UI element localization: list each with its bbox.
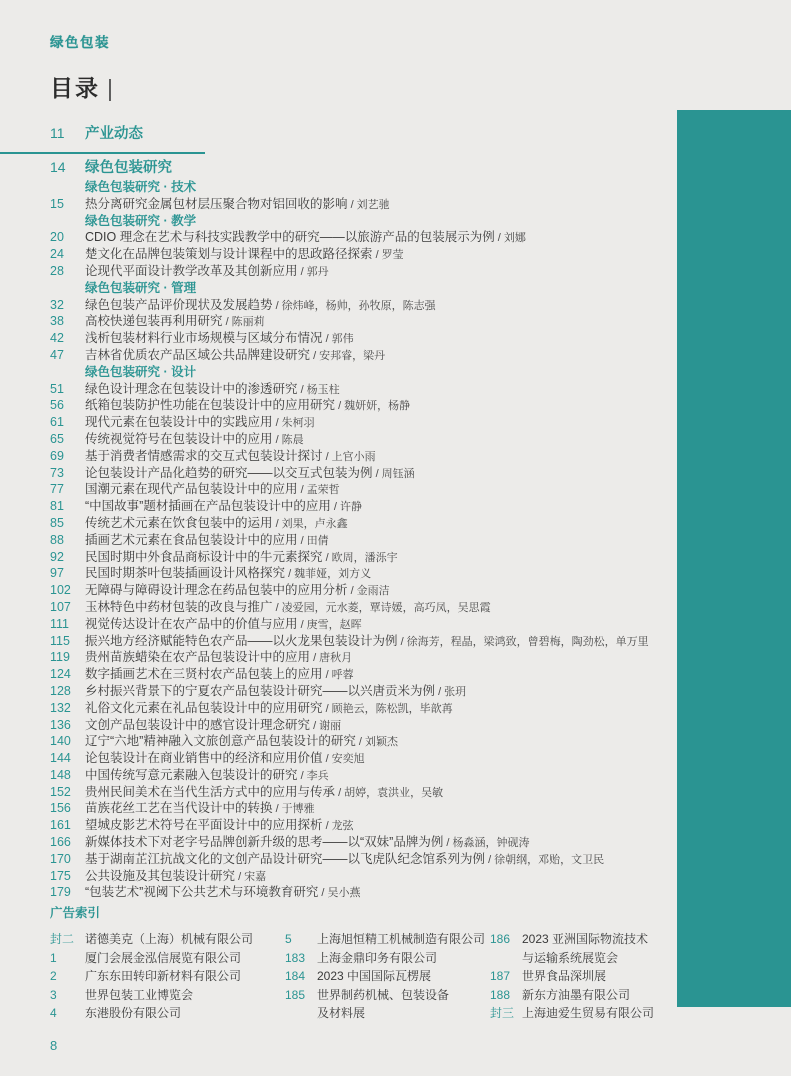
toc-entry-title: 绿色包装研究 · 管理 (85, 280, 197, 295)
toc-article-row[interactable] (50, 832, 649, 849)
toc-entry-title: 吉林省优质农产品区域公共品牌建设研究 / 安邦睿，梁丹 (85, 347, 386, 362)
toc-article-row[interactable] (50, 311, 649, 328)
toc-entry-page-number: 161 (50, 818, 71, 833)
ad-index-item[interactable] (50, 949, 285, 968)
toc-entry-page-number: 166 (50, 835, 71, 850)
toc-entry-authors: / 龙弦 (322, 820, 354, 833)
toc-section-row[interactable] (50, 156, 649, 177)
toc-entry-page-number: 102 (50, 583, 71, 598)
toc-entry-title: “包装艺术”视阈下公共艺术与环境教育研究 / 吴小燕 (85, 885, 361, 900)
toc-article-row[interactable] (50, 513, 649, 530)
toc-entry-title: 插画艺术元素在食品包装设计中的应用 / 田倩 (85, 532, 329, 547)
toc-entry-page-number: 28 (50, 263, 64, 278)
toc-entry-authors: / 张玥 (435, 685, 467, 698)
toc-article-row[interactable] (50, 227, 649, 244)
toc-entry-page-number: 61 (50, 415, 64, 430)
toc-entry-page-number: 38 (50, 314, 64, 329)
toc-entry-title: 贵州民间美术在当代生活方式中的应用与传承 / 胡婷，袁洪业，吴敏 (85, 784, 444, 799)
ad-index-item[interactable] (285, 986, 490, 1023)
toc-entry-title: 纸箱包装防护性功能在包装设计中的应用研究 / 魏妍妍，杨静 (85, 398, 411, 413)
page-title-row (50, 70, 115, 103)
toc-entry-title: 视觉传达设计在农产品中的价值与应用 / 庚雪，赵晖 (85, 616, 362, 631)
toc-entry-title: 望城皮影艺术符号在平面设计中的应用探析 / 龙弦 (85, 818, 354, 833)
toc-entry-title: 新媒体技术下对老字号品牌创新升级的思考——以“双妹”品牌为例 / 杨淼涵，钟砚涛 (85, 835, 530, 850)
toc-entry-page-number: 179 (50, 885, 71, 900)
toc-entry-title: 公共设施及其包装设计研究 / 宋嘉 (85, 868, 267, 883)
ad-index-item[interactable] (50, 967, 285, 986)
ad-item-page-number: 183 (285, 950, 306, 965)
toc-entry-title: “中国故事”题材插画在产品包装设计中的应用 / 许静 (85, 499, 362, 514)
ad-item-name: 上海迪爱生贸易有限公司 (522, 1006, 655, 1021)
toc-article-row[interactable] (50, 580, 649, 597)
toc-subsection-row[interactable] (50, 278, 649, 295)
toc-entry-page-number: 170 (50, 851, 71, 866)
toc-article-row[interactable] (50, 631, 649, 648)
toc-entry-title: 文创产品包装设计中的感官设计理念研究 / 谢丽 (85, 717, 342, 732)
toc-entry-page-number: 148 (50, 767, 71, 782)
ad-item-name: 东港股份有限公司 (85, 1006, 182, 1021)
toc-article-row[interactable] (50, 379, 649, 396)
ad-item-page-number: 188 (490, 987, 511, 1002)
ad-item-page-number: 186 (490, 932, 511, 946)
toc-entry-authors: / 郭伟 (322, 333, 354, 346)
toc-article-row[interactable] (50, 647, 649, 664)
ad-item-name: 2023 中国国际瓦楞展 (317, 969, 432, 984)
ad-item-page-number: 4 (50, 1006, 57, 1021)
ad-index-title: 广告索引 (50, 906, 101, 920)
toc-entry-authors: / 谢丽 (310, 719, 342, 732)
ad-item-name: 世界制药机械、包装设备 及材料展 (317, 987, 450, 1021)
toc-entry-page-number: 14 (50, 159, 66, 175)
toc-entry-authors: / 刘艺驰 (347, 198, 390, 211)
toc-entry-page-number: 128 (50, 683, 71, 698)
toc-article-row[interactable] (50, 849, 649, 866)
toc-entry-page-number: 136 (50, 717, 71, 732)
toc-entry-title: 振兴地方经济赋能特色农产品——以火龙果包装设计为例 / 徐海芳，程晶，梁鸿致，曾碧梅，陶劲松，单万里 (85, 633, 649, 648)
toc-entry-title: 传统艺术元素在饮食包装中的运用 / 刘果，卢永鑫 (85, 515, 348, 530)
toc-entry-title: 苗族花丝工艺在当代设计中的转换 / 于博雅 (85, 801, 315, 816)
toc-entry-authors: / 周钰涵 (372, 467, 415, 480)
toc-entry-authors: / 宋嘉 (235, 870, 267, 883)
toc-entry-authors: / 凌爱园，元水菱，覃诗媛，高巧凤，吴思霞 (272, 601, 491, 614)
toc-article-row[interactable] (50, 882, 649, 899)
ad-item-name: 2023 亚洲国际物流技术 与运输系统展览会 (522, 932, 649, 965)
toc-entry-page-number: 69 (50, 448, 64, 463)
toc-entry-authors: / 陈丽莉 (222, 316, 265, 329)
toc-subsection-row[interactable] (50, 211, 649, 228)
toc-entry-authors: / 罗莹 (372, 249, 404, 262)
toc-article-row[interactable] (50, 496, 649, 513)
toc-entry-authors: / 庚雪，赵晖 (297, 618, 362, 631)
ad-item-page-number: 1 (50, 950, 57, 965)
toc-entry-page-number: 42 (50, 331, 64, 346)
toc-entry-title: 民国时期中外食品商标设计中的牛元素探究 / 欧周，潘泺宇 (85, 549, 398, 564)
toc-entry-authors: / 刘果，卢永鑫 (272, 517, 348, 530)
ad-item-page-number: 3 (50, 987, 57, 1002)
toc-entry-title: 玉林特色中药材包装的改良与推广 / 凌爱园，元水菱，覃诗媛，高巧凤，吴思霞 (85, 599, 491, 614)
toc-entry-authors: / 田倩 (297, 534, 329, 547)
toc-entry-authors: / 徐海芳，程晶，梁鸿致，曾碧梅，陶劲松，单万里 (397, 635, 649, 648)
toc-entry-title: 传统视觉符号在包装设计中的应用 / 陈晨 (85, 431, 304, 446)
ad-index-column (285, 930, 490, 1023)
toc-entry-title: 绿色设计理念在包装设计中的渗透研究 / 杨玉柱 (85, 381, 340, 396)
toc-article-row[interactable] (50, 698, 649, 715)
toc-article-row[interactable] (50, 765, 649, 782)
toc-entry-authors: / 杨淼涵，钟砚涛 (443, 837, 530, 850)
toc-article-row[interactable] (50, 798, 649, 815)
page-title: 目录 (50, 75, 100, 101)
toc-entry-title: 绿色包装研究 · 教学 (85, 213, 197, 228)
ad-index-item[interactable] (50, 986, 285, 1005)
toc-entry-authors: / 徐朝纲，邓贻，文卫民 (485, 853, 605, 866)
folio-page-number: 8 (50, 1038, 58, 1053)
toc-entry-authors: / 魏妍妍，杨静 (335, 400, 411, 413)
toc-entry-title: 无障碍与障碍设计理念在药品包装中的应用分析 / 金雨洁 (85, 583, 390, 598)
toc-entry-authors: / 李兵 (297, 769, 329, 782)
toc-article-row[interactable] (50, 530, 649, 547)
toc-entry-title: 绿色包装研究 (85, 160, 172, 176)
toc-entry-title: 基于消费者情感需求的交互式包装设计探讨 / 上官小雨 (85, 448, 376, 463)
toc-entry-page-number: 73 (50, 465, 64, 480)
ad-item-name: 新东方油墨有限公司 (522, 987, 631, 1002)
toc-entry-authors: / 金雨洁 (347, 585, 390, 598)
toc-entry-page-number: 152 (50, 784, 71, 799)
toc-entry-title: 辽宁“六地”精神融入文旅创意产品包装设计的研究 / 刘颖杰 (85, 734, 398, 749)
toc-article-row[interactable] (50, 664, 649, 681)
toc-entry-title: 国潮元素在现代产品包装设计中的应用 / 孟荣哲 (85, 482, 340, 497)
toc-entry-title: 现代元素在包装设计中的实践应用 / 朱柯羽 (85, 415, 315, 430)
toc-entry-page-number: 97 (50, 566, 64, 581)
toc-subsection-row[interactable] (50, 362, 649, 379)
toc-entry-title: 论包装设计产品化趋势的研究——以交互式包装为例 / 周钰涵 (85, 465, 415, 480)
magazine-logo: 绿色包装 (50, 35, 110, 50)
toc-entry-authors: / 孟荣哲 (297, 484, 340, 497)
toc-entry-authors: / 刘颖杰 (355, 736, 398, 749)
ad-item-page-number: 185 (285, 987, 306, 1002)
toc-entry-title: 绿色包装研究 · 技术 (85, 180, 197, 194)
ad-item-name: 上海金鼎印务有限公司 (317, 950, 438, 965)
toc-entry-page-number: 111 (50, 616, 70, 631)
toc-entry-authors: / 于博雅 (272, 803, 315, 816)
toc-entry-page-number: 20 (50, 230, 64, 245)
toc-entry-title: 中国传统写意元素融入包装设计的研究 / 李兵 (85, 767, 329, 782)
toc-entry-authors: / 欧周，潘泺宇 (322, 551, 398, 564)
toc-article-row[interactable] (50, 429, 649, 446)
toc-entry-page-number: 81 (50, 499, 64, 514)
toc-entry-authors: / 唐秋月 (310, 652, 353, 665)
toc-article-row[interactable] (50, 446, 649, 463)
toc-entry-authors: / 魏菲娅，刘方义 (285, 568, 372, 581)
toc-entry-page-number: 24 (50, 247, 64, 262)
toc-entry-title: 论包装设计在商业销售中的经济和应用价值 / 安奕旭 (85, 751, 365, 766)
toc-entry-authors: / 杨玉柱 (297, 383, 340, 396)
ad-item-name: 世界食品深圳展 (522, 969, 607, 984)
toc-entry-authors: / 陈晨 (272, 433, 304, 446)
ad-item-name: 广东东田转印新材料有限公司 (85, 969, 242, 984)
toc-entry-page-number: 132 (50, 700, 71, 715)
toc-article-row[interactable] (50, 715, 649, 732)
ad-item-page-number: 2 (50, 969, 57, 984)
toc-entry-page-number: 115 (50, 633, 70, 648)
ad-index-item[interactable] (285, 967, 490, 986)
toc-entry-page-number: 140 (50, 734, 71, 749)
toc-entry-page-number: 119 (50, 650, 70, 665)
toc-entry-title: CDIO 理念在艺术与科技实践教学中的研究——以旅游产品的包装展示为例 / 刘娜 (85, 230, 526, 245)
toc-entry-title: 浅析包装材料行业市场规模与区域分布情况 / 郭伟 (85, 331, 354, 346)
ad-index-item[interactable] (50, 930, 285, 949)
toc-entry-title: 绿色包装产品评价现状及发展趋势 / 徐炜峰，杨帅，孙牧原，陈志强 (85, 297, 436, 312)
toc-article-row[interactable] (50, 328, 649, 345)
toc-article-row[interactable] (50, 597, 649, 614)
toc-entry-authors: / 上官小雨 (322, 450, 376, 463)
toc-entry-page-number: 11 (50, 125, 65, 141)
ad-item-page-number: 封二 (50, 932, 75, 946)
toc-article-row[interactable] (50, 748, 649, 765)
toc-article-row[interactable] (50, 815, 649, 832)
toc-entry-title: 基于湖南芷江抗战文化的文创产品设计研究——以飞虎队纪念馆系列为例 / 徐朝纲，邓贻，文卫民 (85, 851, 605, 866)
ad-item-page-number: 封三 (490, 1006, 515, 1021)
ad-item-name: 厦门会展金泓信展览有限公司 (85, 950, 242, 965)
toc-entry-title: 礼俗文化元素在礼品包装设计中的应用研究 / 顾艳云，陈松凯，毕歆苒 (85, 700, 453, 715)
toc-article-row[interactable] (50, 345, 649, 362)
toc-entry-page-number: 51 (50, 381, 64, 396)
toc-article-row[interactable] (50, 244, 649, 261)
toc-entry-page-number: 56 (50, 398, 64, 413)
toc-article-row[interactable] (50, 614, 649, 631)
toc-entry-authors: / 呼蓉 (322, 669, 354, 682)
toc-entry-title: 贵州苗族蜡染在农产品包装设计中的应用 / 唐秋月 (85, 650, 353, 665)
ad-index-item[interactable] (490, 930, 654, 967)
toc-entry-page-number: 77 (50, 482, 64, 497)
toc-article-row[interactable] (50, 782, 649, 799)
ad-index-item[interactable] (285, 949, 490, 968)
toc-entry-title: 论现代平面设计教学改革及其创新应用 / 郭丹 (85, 263, 329, 278)
toc-article-row[interactable] (50, 479, 649, 496)
toc-entry-page-number: 156 (50, 801, 71, 816)
ad-index-column (490, 930, 654, 1023)
toc-entry-authors: / 朱柯羽 (272, 417, 315, 430)
toc-entry-title: 数字插画艺术在三贤村农产品包装上的应用 / 呼蓉 (85, 667, 354, 682)
toc-entry-authors: / 安邦睿，梁丹 (310, 349, 386, 362)
ad-index-column (50, 930, 285, 1023)
toc-entry-page-number: 124 (50, 667, 71, 682)
toc-article-row[interactable] (50, 463, 649, 480)
title-divider-bar: | (107, 75, 115, 101)
ad-item-name: 世界包装工业博览会 (85, 987, 194, 1002)
toc-entry-page-number: 15 (50, 196, 64, 211)
toc-entry-title: 民国时期茶叶包装插画设计风格探究 / 魏菲娅，刘方义 (85, 566, 372, 581)
ad-index-item[interactable] (490, 1004, 654, 1023)
toc-entry-authors: / 许静 (330, 501, 362, 514)
ad-item-page-number: 184 (285, 969, 306, 984)
toc-article-row[interactable] (50, 547, 649, 564)
toc-article-row[interactable] (50, 866, 649, 883)
toc-article-row[interactable] (50, 395, 649, 412)
toc-section-row[interactable] (50, 122, 649, 143)
ad-item-page-number: 187 (490, 969, 511, 984)
toc-entry-authors: / 安奕旭 (322, 753, 365, 766)
ad-index-item[interactable] (50, 1004, 285, 1023)
toc-entry-page-number: 65 (50, 431, 64, 446)
ad-index-item[interactable] (490, 986, 654, 1005)
toc-entry-title: 产业动态 (85, 126, 143, 142)
ad-index-columns (50, 930, 654, 1023)
ad-index-item[interactable] (285, 930, 490, 949)
toc-article-row[interactable] (50, 295, 649, 312)
toc-entry-page-number: 144 (50, 751, 71, 766)
toc-entry-title: 乡村振兴背景下的宁夏农产品包装设计研究——以兴唐贡米为例 / 张玥 (85, 683, 467, 698)
toc-article-row[interactable] (50, 194, 649, 211)
toc-list (50, 122, 649, 899)
toc-entry-authors: / 胡婷，袁洪业，吴敏 (335, 786, 444, 799)
toc-entry-page-number: 92 (50, 549, 64, 564)
toc-entry-title: 绿色包装研究 · 设计 (85, 364, 197, 379)
toc-entry-page-number: 175 (50, 868, 71, 883)
toc-article-row[interactable] (50, 261, 649, 278)
toc-subsection-row[interactable] (50, 177, 649, 194)
toc-article-row[interactable] (50, 731, 649, 748)
toc-entry-title: 楚文化在品牌包装策划与设计课程中的思政路径探索 / 罗莹 (85, 247, 404, 262)
ad-item-name: 诺德美克（上海）机械有限公司 (85, 932, 254, 946)
toc-article-row[interactable] (50, 563, 649, 580)
toc-article-row[interactable] (50, 412, 649, 429)
toc-article-row[interactable] (50, 681, 649, 698)
toc-entry-authors: / 刘娜 (494, 232, 526, 245)
toc-entry-title: 热分离研究金属包材层压聚合物对铝回收的影响 / 刘艺驰 (85, 196, 390, 211)
toc-entry-title: 高校快递包装再利用研究 / 陈丽莉 (85, 314, 265, 329)
toc-entry-page-number: 47 (50, 347, 64, 362)
toc-entry-authors: / 徐炜峰，杨帅，孙牧原，陈志强 (272, 299, 436, 312)
ad-item-name: 上海旭恒精工机械制造有限公司 (317, 932, 486, 946)
toc-entry-page-number: 88 (50, 532, 64, 547)
ad-index-item[interactable] (490, 967, 654, 986)
toc-entry-authors: / 郭丹 (297, 265, 329, 278)
ad-item-page-number: 5 (285, 932, 292, 946)
toc-entry-page-number: 32 (50, 297, 64, 312)
toc-entry-page-number: 107 (50, 599, 71, 614)
ad-index (50, 903, 654, 1023)
toc-entry-authors: / 吴小燕 (318, 887, 361, 900)
toc-entry-page-number: 85 (50, 515, 64, 530)
toc-entry-authors: / 顾艳云，陈松凯，毕歆苒 (322, 702, 453, 715)
